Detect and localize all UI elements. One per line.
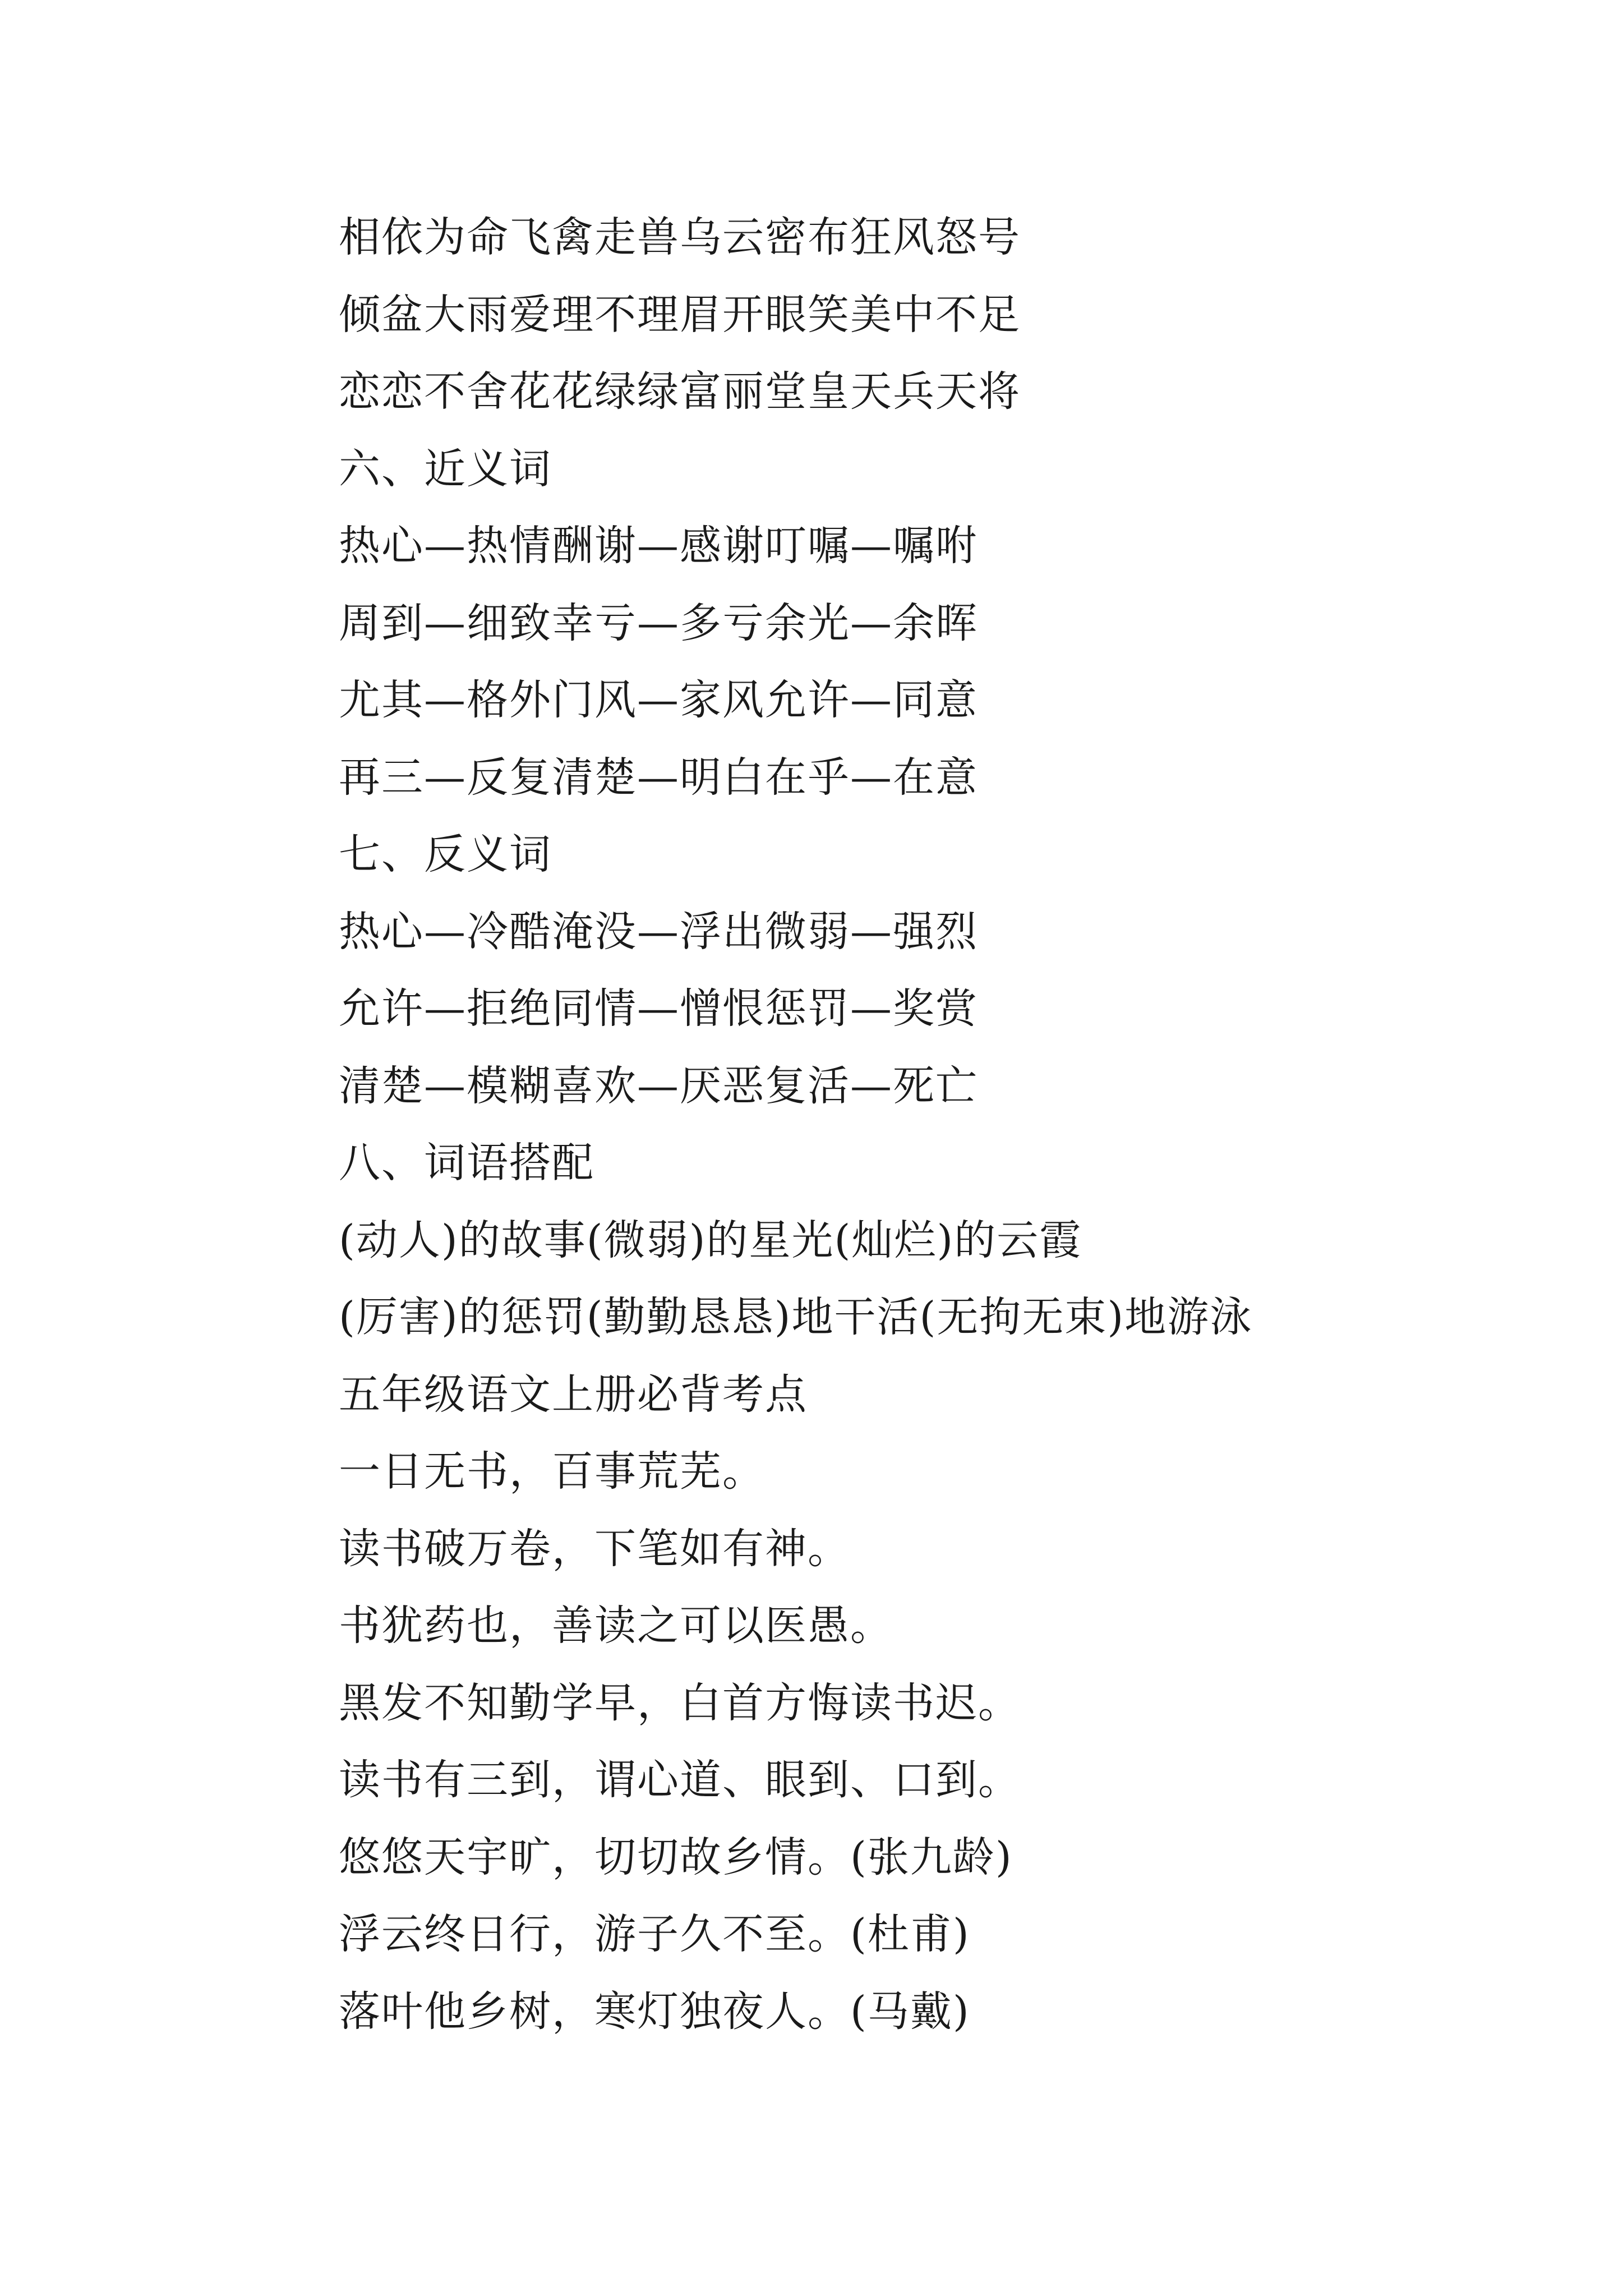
antonym-line-3: 清楚—模糊喜欢—厌恶复活—死亡 xyxy=(339,1061,978,1110)
idiom-line-3: 恋恋不舍花花绿绿富丽堂皇天兵天将 xyxy=(339,367,1021,416)
synonym-line-2: 周到—细致幸亏—多亏余光—余晖 xyxy=(339,599,978,647)
quote-line-4: 黑发不知勤学早，白首方悔读书迟。 xyxy=(339,1678,1021,1727)
antonym-line-2: 允许—拒绝同情—憎恨惩罚—奖赏 xyxy=(339,984,978,1033)
document-body xyxy=(339,199,1573,2050)
section-heading-synonyms: 六、近义词 xyxy=(339,444,552,493)
collocation-line-2: (厉害)的惩罚(勤勤恳恳)地干活(无拘无束)地游泳 xyxy=(339,1293,1253,1341)
section-heading-key-points: 五年级语文上册必背考点 xyxy=(339,1370,808,1419)
quote-line-1: 一日无书，百事荒芜。 xyxy=(339,1447,765,1496)
synonym-line-3: 尤其—格外门风—家风允许—同意 xyxy=(339,676,978,724)
collocation-line-1: (动人)的故事(微弱)的星光(灿烂)的云霞 xyxy=(339,1216,1082,1264)
poem-line-2: 浮云终日行，游子久不至。(杜甫) xyxy=(339,1910,970,1958)
antonym-line-1: 热心—冷酷淹没—浮出微弱—强烈 xyxy=(339,907,978,956)
poem-line-3: 落叶他乡树，寒灯独夜人。(马戴) xyxy=(339,1987,970,2036)
synonym-line-4: 再三—反复清楚—明白在乎—在意 xyxy=(339,753,978,802)
quote-line-5: 读书有三到，谓心道、眼到、口到。 xyxy=(339,1756,1021,1804)
poem-line-1: 悠悠天宇旷，切切故乡情。(张九龄) xyxy=(339,1833,1013,1881)
section-heading-antonyms: 七、反义词 xyxy=(339,830,552,878)
synonym-line-1: 热心—热情酬谢—感谢叮嘱—嘱咐 xyxy=(339,522,978,570)
quote-line-2: 读书破万卷，下笔如有神。 xyxy=(339,1524,850,1573)
quote-line-3: 书犹药也，善读之可以医愚。 xyxy=(339,1602,893,1650)
idiom-line-2: 倾盆大雨爱理不理眉开眼笑美中不足 xyxy=(339,290,1021,339)
idiom-line-1: 相依为命飞禽走兽乌云密布狂风怒号 xyxy=(339,213,1021,261)
section-heading-collocations: 八、词语搭配 xyxy=(339,1139,594,1187)
